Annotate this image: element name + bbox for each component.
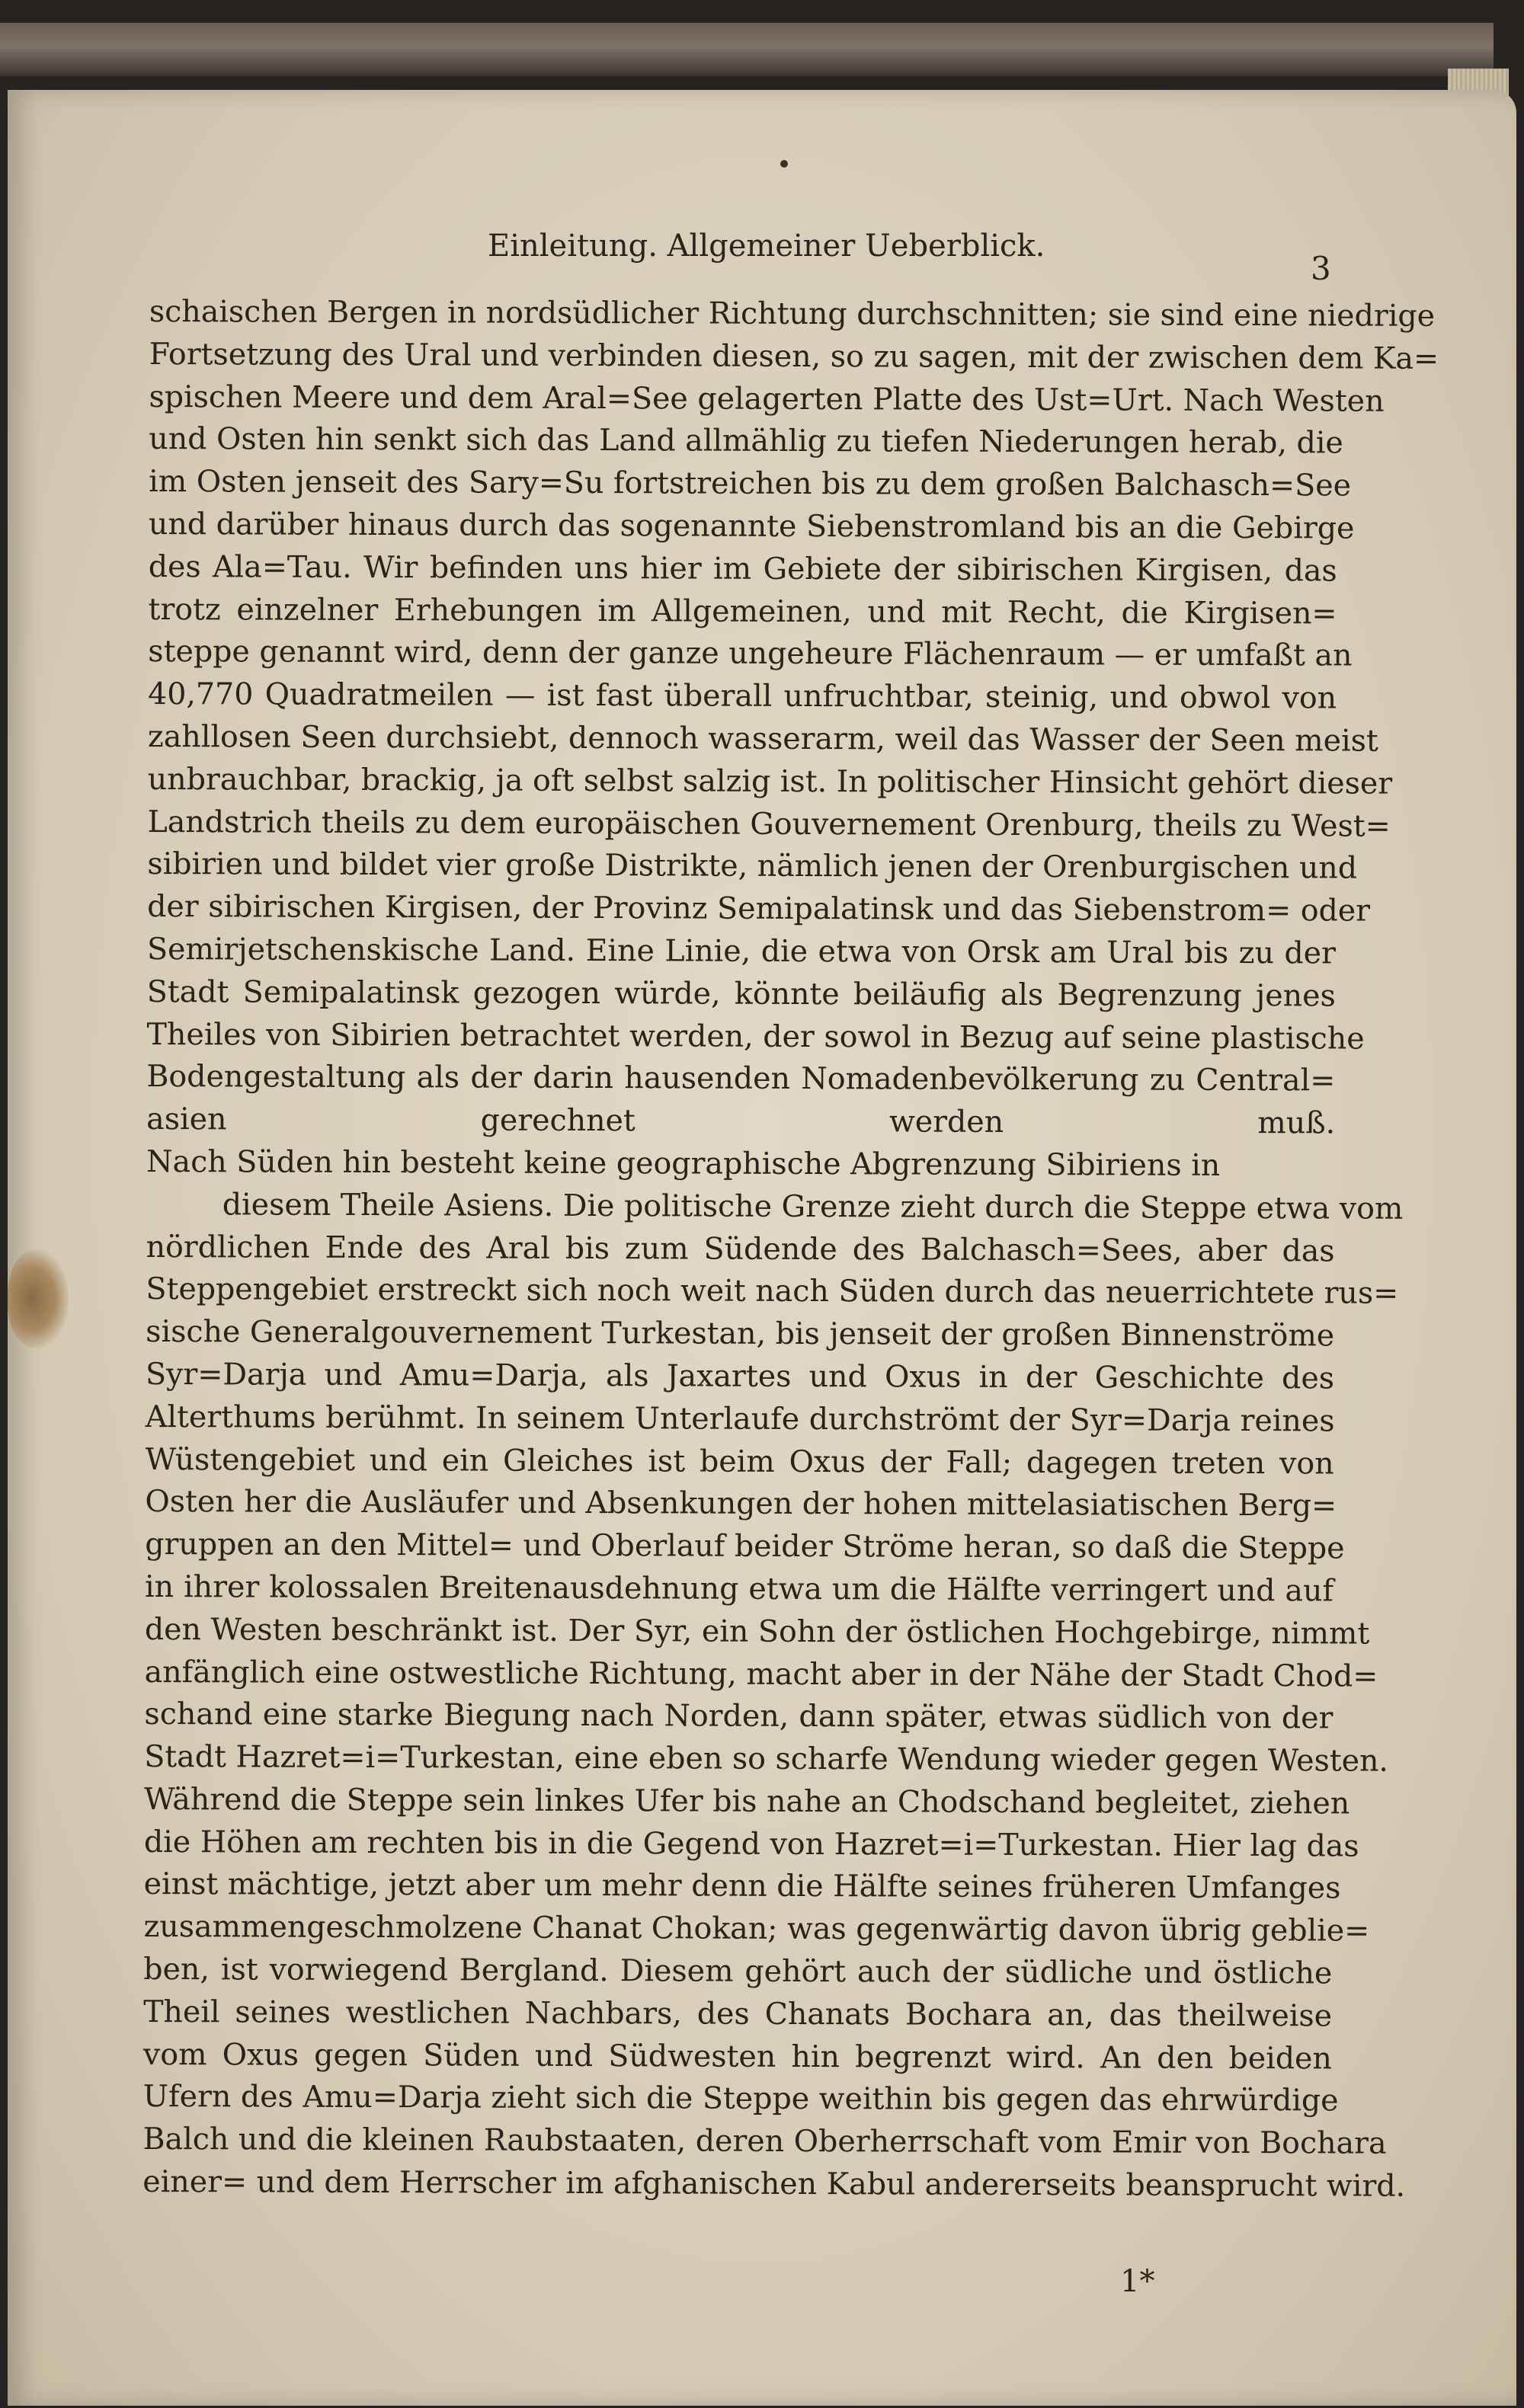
text-line: Fortsetzung des Ural und verbinden diesen, so zu sagen, mit der zwischen dem Ka= [149,336,1439,376]
text-line: in ihrer kolossalen Breitenausdehnung etwa um die Hälfte verringert und auf [144,1569,1334,1609]
text-line: Ufern des Amu=Darja zieht sich die Steppe weithin bis gegen das ehrwürdige [142,2079,1339,2119]
text-line: und darüber hinaus durch das sogenannte Siebenstromland bis an die Gebirge [148,506,1355,546]
text-line: den Westen beschränkt ist. Der Syr, ein Sohn der östlichen Hochgebirge, nimmt [144,1611,1370,1652]
text-line: Alterthums berühmt. In seinem Unterlaufe durchströmt der Syr=Darja reines [145,1399,1335,1439]
running-header: Einleitung. Allgemeiner Ueberblick. [488,229,1045,264]
text-line: trotz einzelner Erhebungen im Allgemeinen, und mit Recht, die Kirgisen= [148,591,1337,632]
text-line: diesem Theile Asiens. Die politische Grenze zieht durch die Steppe etwa vom [222,1187,1404,1226]
text-line: spischen Meere und dem Aral=See gelagerten Platte des Ust=Urt. Nach Westen [149,379,1385,419]
text-line: Wüstengebiet und ein Gleiches ist beim Oxus der Fall; dagegen treten von [145,1441,1334,1481]
text-line: Landstrich theils zu dem europäischen Gouvernement Orenburg, theils zu West= [147,804,1391,844]
text-line: einst mächtige, jetzt aber um mehr denn die Hälfte seines früheren Umfanges [143,1866,1341,1906]
text-line: Bodengestaltung als der darin hausenden Nomadenbevölkerung zu Central= [146,1059,1336,1098]
paper-stain [8,1249,69,1348]
text-line: steppe genannt wird, denn der ganze ungeheure Flächenraum — er umfaßt an [148,634,1353,673]
text-line: schaischen Bergen in nordsüdlicher Richtung durchschnitten; sie sind eine niedrige [149,293,1436,334]
signature-mark: 1* [1120,2264,1155,2299]
text-line: zahllosen Seen durchsiebt, dennoch wasserarm, weil das Wasser der Seen meist [147,718,1378,759]
text-line: im Osten jenseit des Sary=Su fortstreichen bis zu dem großen Balchasch=See [149,464,1352,504]
text-line: zusammengeschmolzene Chanat Chokan; was gegenwärtig davon übrig geblie= [143,1909,1370,1949]
text-line: Balch und die kleinen Raubstaaten, deren Oberherrschaft vom Emir von Bochara [142,2122,1387,2161]
text-line: 40,770 Quadratmeilen — ist fast überall unfruchtbar, steinig, und obwol von [148,676,1337,716]
text-line: gruppen an den Mittel= und Oberlauf beider Ströme heran, so daß die Steppe [145,1527,1345,1566]
body-text [142,291,1439,2208]
text-line: Syr=Darja und Amu=Darja, als Jaxartes und Oxus in der Geschichte des [145,1356,1335,1396]
text-line: ben, ist vorwiegend Bergland. Diesem gehört auch der südliche und östliche [143,1952,1333,1991]
text-line: sische Generalgouvernement Turkestan, bis jenseit der großen Binnenströme [146,1314,1335,1354]
text-line: und Osten hin senkt sich das Land allmählig zu tiefen Niederungen herab, die [149,421,1343,461]
text-line: vom Oxus gegen Süden und Südwesten hin begrenzt wird. An den beiden [142,2036,1332,2077]
page-number: 3 [1311,250,1331,287]
text-line: Während die Steppe sein linkes Ufer bis nahe an Chodschand begleitet, ziehen [144,1781,1350,1821]
text-line: Osten her die Ausläufer und Absenkungen der hohen mittelasiatischen Berg= [145,1484,1337,1524]
text-line: nördlichen Ende des Aral bis zum Südende des Balchasch=Sees, aber das [146,1229,1335,1268]
text-line: Theiles von Sibirien betrachtet werden, der sowol in Bezug auf seine plastische [146,1016,1365,1057]
text-line: Stadt Hazret=i=Turkestan, eine eben so scharfe Wendung wieder gegen Westen. [144,1739,1389,1779]
ink-dot [780,160,788,168]
text-line: der sibirischen Kirgisen, der Provinz Semipalatinsk und das Siebenstrom= oder [147,889,1371,929]
text-line: anfänglich eine ostwestliche Richtung, macht aber in der Nähe der Stadt Chod= [144,1654,1378,1694]
text-line: Semirjetschenskische Land. Eine Linie, die etwa von Orsk am Ural bis zu der [146,931,1337,971]
text-line: Theil seines westlichen Nachbars, des Chanats Bochara an, das theilweise [143,1994,1333,2034]
text-line: Stadt Semipalatinsk gezogen würde, könnte beiläufig als Begrenzung jenes [146,974,1336,1014]
text-line: Steppengebiet erstreckt sich noch weit nach Süden durch das neuerrichtete rus= [146,1271,1399,1312]
text-line: des Ala=Tau. Wir befinden uns hier im Gebiete der sibirischen Kirgisen, das [148,548,1337,589]
text-line: sibirien und bildet vier große Distrikte, nämlich jenen der Orenburgischen und [147,846,1358,886]
text-line: Nach Süden hin besteht keine geographische Abgrenzung Sibiriens in [146,1143,1221,1183]
text-line: asien gerechnet werden muß. [146,1102,1336,1141]
text-line: schand eine starke Biegung nach Norden, dann später, etwas südlich von der [144,1696,1334,1736]
text-line: unbrauchbar, brackig, ja oft selbst salzig ist. In politischer Hinsicht gehört dieser [147,761,1393,801]
text-line: die Höhen am rechten bis in die Gegend von Hazret=i=Turkestan. Hier lag das [143,1824,1359,1864]
text-line: einer= und dem Herrscher im afghanischen Kabul andererseits beansprucht wird. [142,2164,1406,2204]
book-cover-edge [0,23,1494,76]
